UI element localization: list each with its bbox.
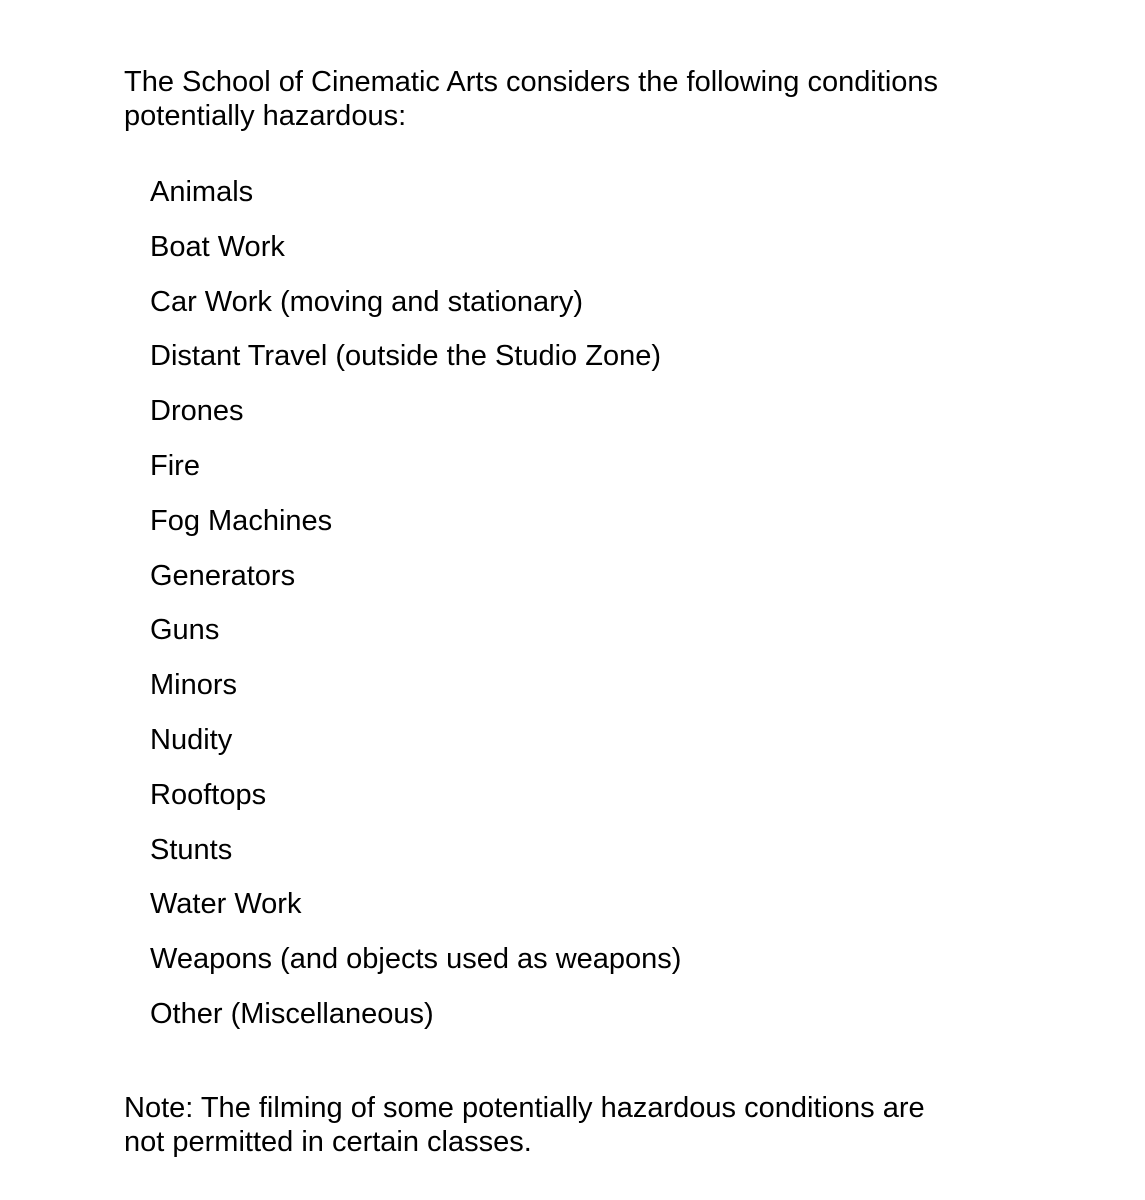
hazard-item-distant-travel: Distant Travel (outside the Studio Zone): [150, 340, 661, 373]
hazard-list: [150, 172, 681, 1049]
note-line-1: Note: The filming of some potentially hazardous conditions are: [124, 1092, 925, 1124]
hazard-item-boat-work: Boat Work: [150, 230, 285, 263]
hazard-item-water-work: Water Work: [150, 888, 302, 921]
hazard-item-generators: Generators: [150, 559, 296, 592]
hazard-item-animals: Animals: [150, 176, 254, 208]
hazard-item-other: Other (Miscellaneous): [150, 997, 434, 1030]
hazard-item-rooftops: Rooftops: [150, 778, 267, 811]
hazard-item-fire: Fire: [150, 449, 200, 482]
hazard-item-car-work: Car Work (moving and stationary): [150, 285, 584, 318]
hazard-item-guns: Guns: [150, 614, 220, 647]
note-paragraph: [124, 1091, 1024, 1159]
intro-paragraph: [124, 65, 1024, 133]
hazard-item-nudity: Nudity: [150, 723, 233, 756]
hazard-item-weapons: Weapons (and objects used as weapons): [150, 943, 682, 976]
hazard-item-stunts: Stunts: [150, 833, 233, 866]
hazard-item-drones: Drones: [150, 395, 244, 428]
hazard-item-fog-machines: Fog Machines: [150, 504, 333, 537]
hazard-item-minors: Minors: [150, 669, 238, 702]
intro-line-1: The School of Cinematic Arts considers the following conditions: [124, 66, 939, 98]
intro-line-2: potentially hazardous:: [124, 100, 407, 132]
note-line-2: not permitted in certain classes.: [124, 1126, 532, 1158]
